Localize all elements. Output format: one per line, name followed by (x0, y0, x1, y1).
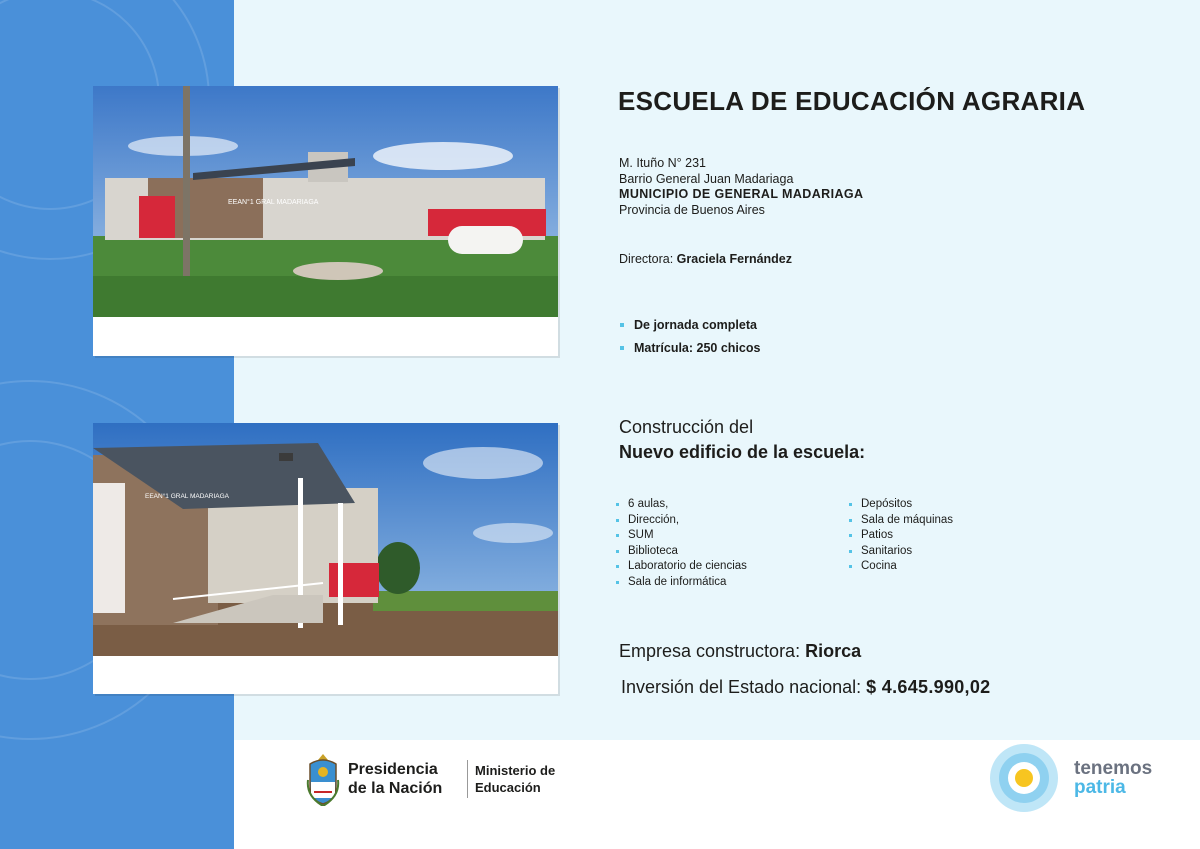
list-item: Depósitos (848, 497, 953, 513)
investment-line (621, 677, 990, 698)
address-neighborhood: Barrio General Juan Madariaga (619, 171, 794, 186)
tenemos-patria-logo (988, 740, 1168, 820)
presidencia-text (348, 760, 442, 798)
address-province: Provincia de Buenos Aires (619, 202, 765, 217)
construction-heading: Construcción del (619, 417, 754, 437)
list-item: SUM (615, 528, 747, 544)
list-item: Sala de máquinas (848, 513, 953, 529)
school-photo-bottom (93, 423, 558, 694)
company-name: Riorca (805, 641, 862, 661)
address-municipality: MUNICIPIO DE GENERAL MADARIAGA (619, 187, 864, 201)
page-title: ESCUELA DE EDUCACIÓN AGRARIA (618, 86, 1086, 116)
school-photo-top (93, 86, 558, 356)
building-photo (93, 423, 558, 656)
feature-list (619, 318, 760, 364)
building-sign: EEAN°1 GRAL MADARIAGA (145, 493, 229, 500)
building-sign: EEAN°1 GRAL MADARIAGA (228, 199, 319, 206)
logo-divider (467, 760, 468, 798)
patria-text: patria (1074, 777, 1126, 798)
investment-label: Inversión del Estado nacional: (621, 677, 862, 697)
list-item: De jornada completa (619, 318, 760, 341)
list-item: Cocina (848, 559, 953, 575)
ministerio-line1: Ministerio de (475, 763, 556, 778)
coat-of-arms-icon (306, 752, 340, 806)
presidencia-line1: Presidencia (348, 761, 438, 778)
photo-illustration (93, 86, 558, 317)
list-item: Sanitarios (848, 544, 953, 560)
list-item: 6 aulas, (615, 497, 747, 513)
company-label: Empresa constructora: (619, 641, 801, 661)
director-line (619, 252, 792, 266)
ministerio-text (475, 762, 555, 796)
presidencia-logo (306, 750, 566, 810)
sun-icon (988, 742, 1060, 814)
construction-company (619, 641, 861, 662)
list-item: Sala de informática (615, 575, 747, 591)
ministerio-line2: Educación (475, 780, 541, 795)
list-item: Laboratorio de ciencias (615, 559, 747, 575)
tenemos-text: tenemos (1074, 758, 1153, 779)
rooms-list-left (615, 497, 747, 591)
investment-amount: $ 4.645.990,02 (866, 677, 991, 697)
rooms-list-right (848, 497, 953, 575)
presidencia-line2: de la Nación (348, 780, 443, 797)
list-item: Matrícula: 250 chicos (619, 341, 760, 364)
address-street: M. Ituño N° 231 (619, 156, 706, 170)
list-item: Biblioteca (615, 544, 747, 560)
photo-illustration (93, 423, 558, 656)
school-address (619, 156, 863, 218)
list-item: Dirección, (615, 513, 747, 529)
list-item: Patios (848, 528, 953, 544)
building-photo (93, 86, 558, 317)
director-name: Graciela Fernández (676, 252, 792, 266)
construction-subheading: Nuevo edificio de la escuela: (619, 442, 866, 462)
director-label: Directora: (619, 252, 674, 266)
